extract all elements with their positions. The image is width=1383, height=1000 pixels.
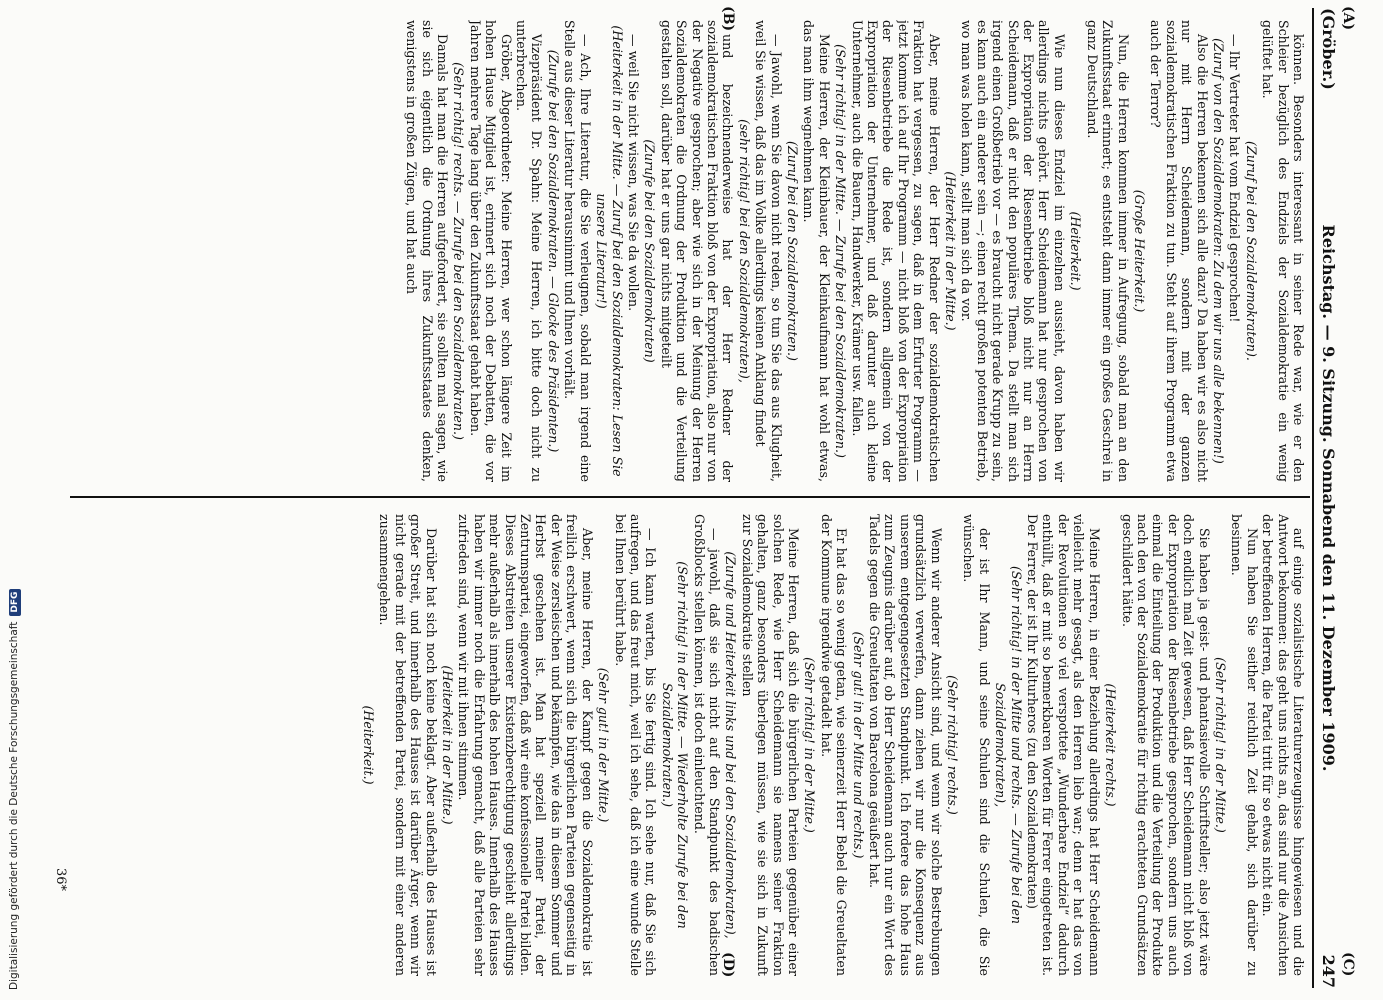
interjection: (Heiterkeit.)	[361, 705, 377, 785]
paragraph: — Ich kann warten, bis Sie fertig sind. Ich sehe nur, daß Sie sich aufregen, und das freut mich, weil ich sehe, daß ich eine wunde Stelle bei Ihnen berührt habe.	[612, 514, 659, 976]
header-rule	[1312, 8, 1314, 988]
paragraph: — jawohl, daß sie sich nicht auf den Standpunkt des badischen Großblocks stellen können, ist doch einleuchtend.	[691, 514, 722, 976]
column-rule	[70, 496, 1310, 498]
interjection: (Zuruf bei den Sozialdemokraten.)	[785, 141, 800, 361]
paragraph: Meine Herren, daß sich die bürgerlichen Parteien gegenüber einer solchen Rede, wie Herr Scheidemann sie namens seiner Fraktion gehalten, ganz besonders überlegen müssen, wie sie sich in Zukunft zur Sozialdemokratie stellen	[739, 514, 801, 976]
interjection: (Heiterkeit in der Mitte.)	[440, 665, 456, 825]
header-speaker: (Gröber.)	[1319, 8, 1338, 90]
interjection: (Heiterkeit in der Mitte. — Zuruf bei den Sozialdemokraten: Lesen Sie unsere Literatur!)	[594, 25, 625, 477]
margin-letter-c: (C)	[1340, 952, 1356, 977]
margin-letter-a: (A)	[1340, 6, 1356, 31]
paragraph: Sie haben ja geist- und phantasievolle Schriftsteller; also jetzt wäre doch endlich mal Zeit gewesen, daß Herr Scheidemann nicht bloß von der Expropriation der Riesenbetriebe gesprochen, sondern uns auch einmal die Einteilung der Produktion und die Verteilung der Produkte nach den von der Sozialdemokratie für richtig erachteten Grundsätzen geschildert hätte.	[1119, 514, 1212, 976]
president-remark: Vizepräsident Dr. Spahn: Meine Herren, ich bitte doch nicht zu unterbrechen.	[514, 20, 545, 482]
rotated-page	[53, 6, 1356, 988]
side-credit-text	[6, 10, 22, 990]
page-number: 247	[1319, 954, 1338, 988]
interjection: (Sehr richtig! rechts.)	[945, 675, 961, 815]
interjection: (Sehr gut! in der Mitte.)	[596, 667, 612, 823]
paragraph: Wie nun dieses Endziel im einzelnen aussieht, davon haben wir allerdings nichts gehört. Herr Scheidemann hat nur gesprochen von der Expropriation der Riesenbetriebe bloß nicht nur an Herrn Scheidemann, daß er nicht den populäres Thema. Da stellt man sich irgend einen Großbetrieb vor — es braucht nicht gerade Krupp zu sein, es kann auch ein anderer sein —; einen recht großen potenten Betrieb, wo man was holen kann, stellt man sich da vor.	[959, 20, 1067, 482]
interjection: (Sehr richtig! in der Mitte und rechts. — Zurufe bei den Sozialdemokraten),	[993, 565, 1024, 925]
paragraph: der ist Ihr Mann, und seine Schulen sind die Schulen, die Sie wünschen.	[961, 514, 992, 976]
paragraph: auf einige sozialistische Literaturerzeugnisse hingewiesen und die Antwort bekommen: das geht uns nichts an, das sind nur die Ansichten der betreffenden Herren, die Partei tritt für so etwas nicht ein.	[1260, 514, 1306, 976]
margin-letter-d: (D)	[720, 952, 736, 978]
running-header	[1314, 8, 1340, 988]
paragraph: — weil Sie nicht wissen, was Sie da wollen.	[625, 34, 641, 312]
interjection: (Zuruf bei den Sozialdemokraten).	[1243, 141, 1259, 361]
paragraph: Aber, meine Herren, der Herr Redner der sozialdemokratischen Fraktion hat vergessen, zu sagen, daß in dem Erfurter Programm — jetzt komme ich auf Ihr Programm — nicht bloß von der Expropriation der Riesenbetriebe die Rede ist, sondern allgemein von der Expropriation der Unternehmer, und daß darunter auch kleine Unternehmer, auch die Bauern, Handwerker, Krämer usw. fallen.	[849, 20, 942, 482]
interjection: (Sehr richtig! in der Mitte. — Zurufe bei den Sozialdemokraten.)	[833, 44, 849, 458]
interjection: (Große Heiterkeit.)	[1131, 189, 1147, 313]
paragraph: können. Besonders interessant in seiner Rede war, wie er den Schleier bezüglich des Endziels der Sozialdemokratie ein wenig gelüftet hat.	[1260, 20, 1306, 482]
right-column	[76, 514, 1306, 976]
paragraph: Er hat das so wenig getan, wie seinerzeit Herr Bebel die Greueltaten der Kommune irgendwie getadelt hat.	[818, 514, 850, 976]
funding-note: Digitalisierung gefördert durch die Deutsche Forschungsgemeinschaft	[8, 621, 20, 990]
paragraph: — Ihr Vertreter hat vom Endziel gesprochen!	[1227, 34, 1243, 323]
paragraph: — Jawohl, wenn Sie davon nicht reden, so tun Sie das aus Klugheit, weil Sie wissen, daß das im Volke allerdings keinen Anklang findet	[753, 20, 784, 482]
interjection: (Sehr richtig! in der Mitte.)	[802, 657, 818, 833]
paragraph: — Ach, Ihre Literatur, die Sie verleugnen, sobald man irgend eine Stelle aus dieser Literatur herausnimmt und Ihnen vorhält.	[562, 20, 593, 482]
interjection: (Zurufe und Heiterkeit links und bei den Sozialdemokraten),	[723, 551, 739, 939]
header-title: Reichstag. — 9. Sitzung. Sonnabend den 11. Dezember 1909.	[1319, 224, 1338, 772]
interjection: (Sehr richtig! in der Mitte.)	[1212, 657, 1228, 833]
interjection: (sehr richtig! bei den Sozialdemokraten),	[736, 119, 752, 383]
interjection: (Zurufe bei den Sozialdemokraten. — Glocke des Präsidenten.)	[545, 49, 561, 453]
paragraph: Meine Herren, in einer Beziehung allerdings hat Herr Scheidemann vielleicht mehr gesagt, als den Herren lieb war; denn er hat das von der Revolutionen so viel verspottete „Wunderbare Endziel“ dadurch enthüllt, daß er mit so bemerkbaren Worten für Ferrer eingetreten ist. Der Ferrer, der ist Ihr Kulturheros (zu den Sozialdemokraten)	[1025, 514, 1102, 976]
interjection: (Heiterkeit rechts.)	[1103, 683, 1119, 807]
paragraph: Darüber hat sich noch keine beklagt. Aber außerhalb des Hauses ist großer Streit, und innerhalb des Hauses ist darüber Ärger, wenn wir nicht gerade mit der betreffenden Partei, sondern mit einer anderen zusammengehen.	[377, 514, 439, 976]
interjection: (Sehr gut! in der Mitte und rechts.)	[850, 631, 866, 859]
interjection: (Heiterkeit.)	[1068, 211, 1084, 291]
paragraph: Nun haben Sie seither reichlich Zeit gehabt, sich darüber zu besinnen.	[1229, 514, 1260, 976]
interjection: (Zuruf von den Sozialdemokraten: Zu dem wir uns alle bekennen!)	[1210, 38, 1226, 464]
side-credit	[6, 10, 22, 990]
margin-letter-b: (B)	[720, 6, 736, 32]
paragraph: Nun, die Herren kommen immer in Aufregung, sobald man an den Zukunftsstaat erinnert; es entsteht dann immer ein großes Geschrei in ganz Deutschland.	[1084, 20, 1131, 482]
interjection: (Sehr richtig! in der Mitte. — Wiederholte Zurufe bei den Sozialdemokraten.)	[659, 561, 691, 929]
left-column	[76, 20, 1306, 482]
paragraph: und bezeichnenderweise hat der Herr Redner der sozialdemokratischen Fraktion bloß von der Expropriation, also nur von der Negative gesprochen; aber wie sich in der Meinung der Herren Sozialdemokraten die Ordnung der Produktion und die Verteilung gestalten soll, darüber hat er uns gar nichts mitgeteilt	[658, 20, 736, 482]
speaker-paragraph: Gröber, Abgeordneter: Meine Herren, wer schon längere Zeit im hohen Hause Mitglied ist, erinnert sich noch der Debatten, die vor Jahren mehrere Tage lang über den Zukunftsstaat gehabt haben.	[467, 20, 514, 482]
interjection: (Zurufe bei den Sozialdemokraten)	[642, 139, 658, 363]
paragraph: Also die Herren bekennen sich alle dazu? Da haben wir es also nicht nur mit Herrn Scheidemann, sondern mit der ganzen sozialdemokratischen Fraktion zu tun. Steht auf ihrem Programm etwa auch der Terror?	[1148, 20, 1210, 482]
paragraph: Wenn wir anderer Ansicht sind, und wenn wir solche Bestrebungen grundsätzlich verwerfen, dann ziehen wir nur die Konsequenz aus unserem entgegengesetzten Standpunkt. Ich fordere das hohe Haus zum Zeugnis darüber auf, ob Herr Scheidemann auch nur ein Wort des Tadels gegen die Greueltaten von Barcelona geäußert hat.	[867, 514, 944, 976]
dfg-logo: DFG	[9, 589, 21, 616]
paragraph: Damals hat man die Herren aufgefordert, sie sollten mal sagen, wie sie sich eigentlich die Ordnung ihres Zukunftsstaates denken, wenigstens in großen Zügen, und hat auch	[404, 20, 451, 482]
paragraph: Meine Herren, der Kleinbauer, der Kleinkaufmann hat wohl etwas, das man ihm wegnehmen kann.	[801, 20, 832, 482]
paragraph: Aber, meine Herren, der Kampf gegen die Sozialdemokratie ist freilich erschwert, wenn sich die bürgerlichen Parteien gegenseitig in der Weise zersleischen und bekämpfen, wie das in diesem Sommer und Herbst geschehen ist. Man hat speziell meiner Partei, der Zentrumspartei, eingeworfen, daß wir eine konfessionelle Partei bilden. Dieses Abstreiten unserer Existenzberechtigung geschieht allerdings mehr außerhalb als innerhalb des hohen Hauses. Innerhalb des Hauses haben wir immer noch die Erfahrung gemacht, daß alle Parteien sehr zufrieden sind, wenn wir mit ihnen stimmen.	[456, 514, 595, 976]
signature-mark: 36*	[53, 868, 68, 892]
interjection: (Sehr richtig! rechts. — Zurufe bei den Sozialdemokraten.)	[451, 62, 467, 440]
interjection: (Heiterkeit in der Mitte.)	[943, 171, 959, 331]
